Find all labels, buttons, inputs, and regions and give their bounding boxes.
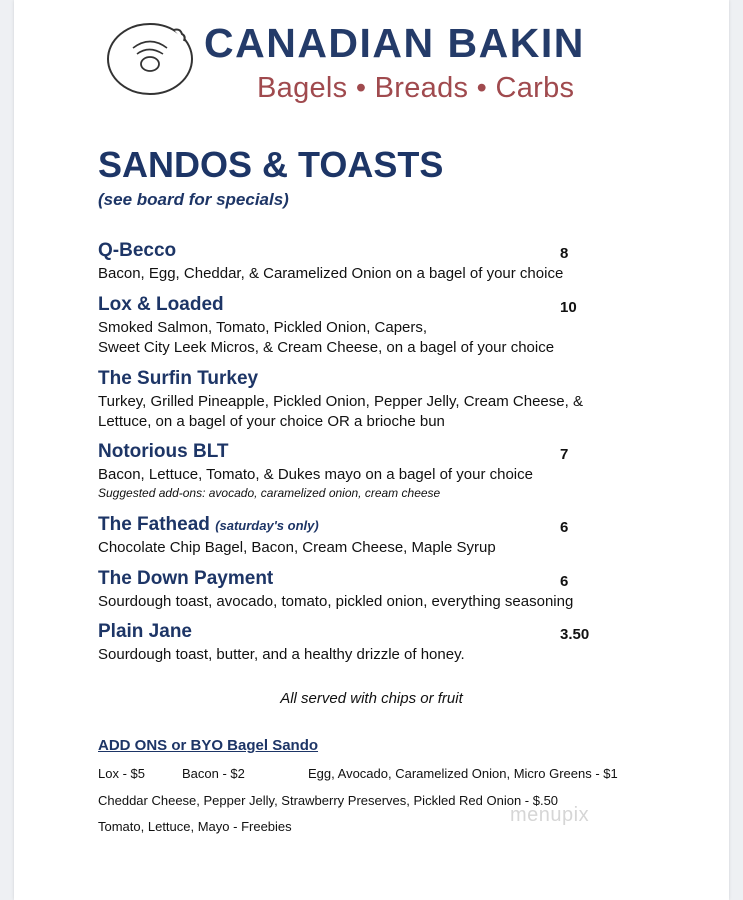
addons-title: ADD ONS or BYO Bagel Sando	[98, 737, 319, 754]
menu-item-desc: Sweet City Leek Micros, & Cream Cheese, on a bagel of your choice	[98, 339, 555, 356]
menu-item-name-text: The Fathead	[98, 514, 210, 535]
menu-title: SANDOS & TOASTS	[98, 144, 444, 185]
menu-subtitle: (see board for specials)	[98, 190, 289, 209]
menu-item-desc: Sourdough toast, butter, and a healthy drizzle of honey.	[98, 646, 465, 663]
bagel-icon	[104, 18, 196, 96]
menu-item-name: Lox & Loaded	[98, 294, 224, 315]
addon-one-dollar: Egg, Avocado, Caramelized Onion, Micro Greens - $1	[308, 766, 618, 781]
menu-item-name: Plain Jane	[98, 621, 192, 642]
menu-item-name	[98, 514, 319, 536]
addon-fifty-cents: Cheddar Cheese, Pepper Jelly, Strawberry Preserves, Pickled Red Onion - $.50	[98, 793, 559, 808]
menu-item-price: 6	[560, 519, 569, 536]
menu-item-desc: Chocolate Chip Bagel, Bacon, Cream Cheese, Maple Syrup	[98, 539, 496, 556]
menu-item-desc: Turkey, Grilled Pineapple, Pickled Onion, Pepper Jelly, Cream Cheese, &	[98, 393, 583, 410]
addon-bacon: Bacon - $2	[182, 766, 245, 781]
brand-tagline: Bagels • Breads • Carbs	[257, 72, 575, 104]
menu-item-desc: Bacon, Egg, Cheddar, & Caramelized Onion on a bagel of your choice	[98, 265, 564, 282]
menu-item-note: (saturday's only)	[215, 518, 319, 533]
addon-lox: Lox - $5	[98, 766, 145, 781]
served-note: All served with chips or fruit	[280, 690, 463, 707]
menu-item-name: The Down Payment	[98, 568, 274, 589]
menu-item-price: 8	[560, 245, 569, 262]
menu-page	[14, 0, 729, 900]
menu-item-price: 10	[560, 299, 577, 316]
menu-item-desc: Lettuce, on a bagel of your choice OR a brioche bun	[98, 413, 445, 430]
menu-item-price: 7	[560, 446, 569, 463]
menu-item-addons: Suggested add-ons: avocado, caramelized onion, cream cheese	[98, 486, 441, 500]
menu-item-name: Notorious BLT	[98, 441, 229, 462]
menu-item-name: The Surfin Turkey	[98, 368, 259, 389]
watermark: menupix	[510, 804, 590, 826]
menu-item-desc: Smoked Salmon, Tomato, Pickled Onion, Capers,	[98, 319, 428, 336]
menu-item-price: 6	[560, 573, 569, 590]
menu-item-name: Q-Becco	[98, 240, 177, 261]
brand-name: CANADIAN BAKIN	[204, 20, 585, 66]
menu-item-desc: Bacon, Lettuce, Tomato, & Dukes mayo on a bagel of your choice	[98, 466, 533, 483]
menu-item-desc: Sourdough toast, avocado, tomato, pickled onion, everything seasoning	[98, 593, 574, 610]
menu-item-price: 3.50	[560, 626, 590, 643]
addon-freebies: Tomato, Lettuce, Mayo - Freebies	[98, 819, 292, 834]
